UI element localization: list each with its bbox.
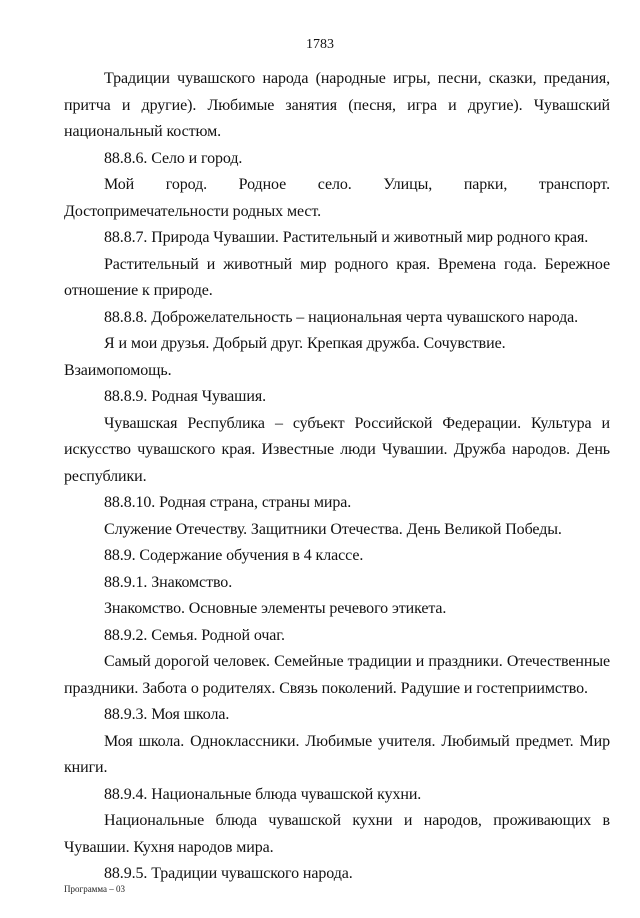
section-heading: 88.9.5. Традиции чувашского народа. xyxy=(104,865,353,882)
section-heading: 88.8.9. Родная Чувашия. xyxy=(104,388,266,405)
section-heading: 88.8.10. Родная страна, страны мира. xyxy=(104,494,352,511)
paragraph: Растительный и животный мир родного края. Времена года. Бережное отношение к природе. xyxy=(64,255,610,299)
section-heading: 88.9.4. Национальные блюда чувашской кухни. xyxy=(104,785,422,803)
paragraph: Служение Отечеству. Защитники Отечества. День Великой Победы. xyxy=(104,520,562,538)
paragraph: Моя школа. Одноклассники. Любимые учителя. Любимый предмет. Мир книги. xyxy=(64,732,610,776)
section-heading: 88.9. Содержание обучения в 4 классе. xyxy=(104,547,364,564)
section-heading: 88.8.7. Природа Чувашии. Растительный и животный мир родного края. xyxy=(104,229,589,246)
paragraph: Традиции чувашского народа (народные игры, песни, сказки, предания, притча и другие). Любимые занятия (песня, игра и другие). Чувашский национальный костюм. xyxy=(64,70,610,140)
paragraph: Национальные блюда чувашской кухни и народов, проживающих в Чувашии. Кухня народов мира. xyxy=(64,812,610,856)
document-body xyxy=(64,66,610,888)
paragraph: Чувашская Республика – субъект Российской Федерации. Культура и искусство чувашского края. Известные люди Чувашии. Дружба народов. День республики. xyxy=(64,414,610,485)
section-heading: 88.9.2. Семья. Родной очаг. xyxy=(104,626,285,644)
page-number: 1783 xyxy=(306,37,334,52)
section-heading: 88.8.8. Доброжелательность – национальная черта чувашского народа. xyxy=(104,308,579,326)
paragraph: Я и мои друзья. Добрый друг. Крепкая дружба. Сочувствие. Взаимопомощь. xyxy=(64,335,506,379)
footer-label: Программа – 03 xyxy=(64,884,126,894)
paragraph: Самый дорогой человек. Семейные традиции и праздники. Отечественные праздники. Забота о родителях. Связь поколений. Радушие и гостеприимство. xyxy=(64,653,610,697)
section-heading: 88.9.3. Моя школа. xyxy=(104,706,230,723)
section-heading: 88.8.6. Село и город. xyxy=(104,149,243,167)
paragraph: Мой город. Родное село. Улицы, парки, транспорт. Достопримечательности родных мест. xyxy=(64,176,610,220)
section-heading: 88.9.1. Знакомство. xyxy=(104,573,233,591)
paragraph: Знакомство. Основные элементы речевого этикета. xyxy=(104,600,447,617)
